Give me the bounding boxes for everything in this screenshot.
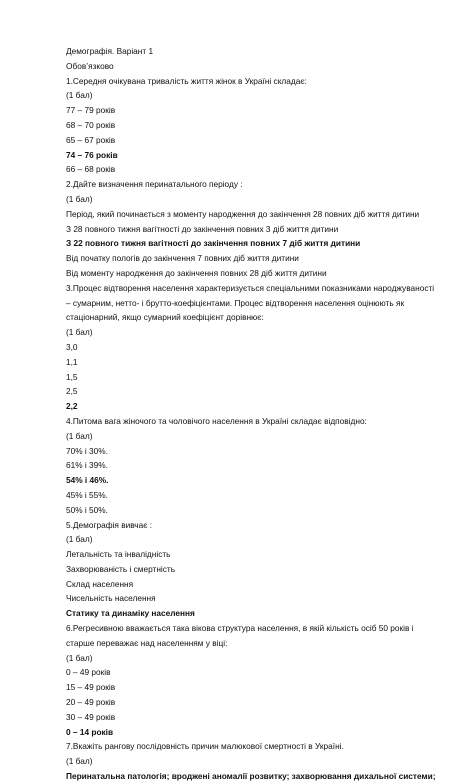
text-line: 45% і 55%. (66, 489, 108, 500)
text-line: Від початку пологів до закінчення 7 повних діб життя дитини (66, 253, 299, 264)
text-line: (1 бал) (66, 193, 93, 204)
text-line: (1 бал) (66, 756, 93, 767)
document-title: Демографія. Варіант 1 (66, 46, 154, 56)
text-line: 1,1 (66, 356, 78, 367)
text-line: 3,0 (66, 341, 78, 352)
text-line: 61% і 39%. (66, 460, 108, 471)
answer-line-correct: 0 – 14 років (66, 726, 114, 737)
text-line: 65 – 67 років (66, 134, 116, 145)
text-line: 7.Вкажіть рангову послідовність причин малюкової смертності в Україні. (66, 741, 344, 752)
answer-line-correct: 2,2 (66, 401, 78, 412)
document-body (66, 74, 436, 784)
text-line: (1 бал) (66, 327, 93, 338)
text-line: 3.Процес відтворення населення характеризується спеціальними показниками народжуваності – сумарним, нетто- і брутто-коефіцієнтами. Процес відтворення населення оцінюють як стаціонарний, якщо сумарний коефіцієнт дорівнює: (66, 282, 435, 323)
answer-line-correct: 54% і 46%. (66, 475, 109, 486)
text-line: 1.Середня очікувана тривалість життя жінок в Україні складає: (66, 75, 307, 86)
answer-line-correct: Статику та динаміку населення (66, 608, 195, 619)
text-line: Період, який починається з моменту народження до закінчення 28 повних діб життя дитини (66, 208, 420, 219)
text-line: Летальність та інвалідність (66, 549, 171, 560)
text-line: 20 – 49 років (66, 697, 116, 708)
document-page (66, 44, 436, 784)
text-line: 1,5 (66, 371, 78, 382)
text-line: 50% і 50%. (66, 504, 108, 515)
text-line: 70% і 30%. (66, 445, 108, 456)
text-line: Захворюваність і смертність (66, 563, 176, 574)
text-line: 0 – 49 років (66, 667, 111, 678)
text-line: 77 – 79 років (66, 105, 116, 116)
text-line: 2.Дайте визначення перинатального періоду : (66, 179, 243, 190)
text-line: (1 бал) (66, 430, 93, 441)
text-line: З 28 повного тижня вагітності до закінчення повних 3 діб життя дитини (66, 223, 339, 234)
document-subtitle: Обов’язково (66, 60, 114, 71)
text-line: 4.Питома вага жіночого та чоловічого населення в Україні складає відповідно: (66, 415, 367, 426)
text-line: (1 бал) (66, 90, 93, 101)
text-line: Чисельність населення (66, 593, 156, 604)
text-line: (1 бал) (66, 652, 93, 663)
text-line: Склад населення (66, 578, 134, 589)
text-line: Від моменту народження до закінчення повних 28 діб життя дитини (66, 267, 327, 278)
text-line: 68 – 70 років (66, 119, 116, 130)
answer-line-correct: З 22 повного тижня вагітності до закінчення повних 7 діб життя дитини (66, 238, 361, 249)
text-line: 66 – 68 років (66, 164, 116, 175)
text-line: 30 – 49 років (66, 711, 116, 722)
text-line: 15 – 49 років (66, 682, 116, 693)
text-line: 2,5 (66, 386, 78, 397)
answer-line-correct: Перинатальна патологія; вроджені аномалії розвитку; захворювання дихальної системи; (66, 771, 436, 782)
text-line: 6.Регресивною вважається така вікова структура населення, в якій кількість осіб 50 років і старше переважає над населенням у віці: (66, 623, 414, 648)
answer-line-correct: 74 – 76 років (66, 149, 118, 160)
text-line: (1 бал) (66, 534, 93, 545)
text-line: 5.Демографія вивчає : (66, 519, 153, 530)
